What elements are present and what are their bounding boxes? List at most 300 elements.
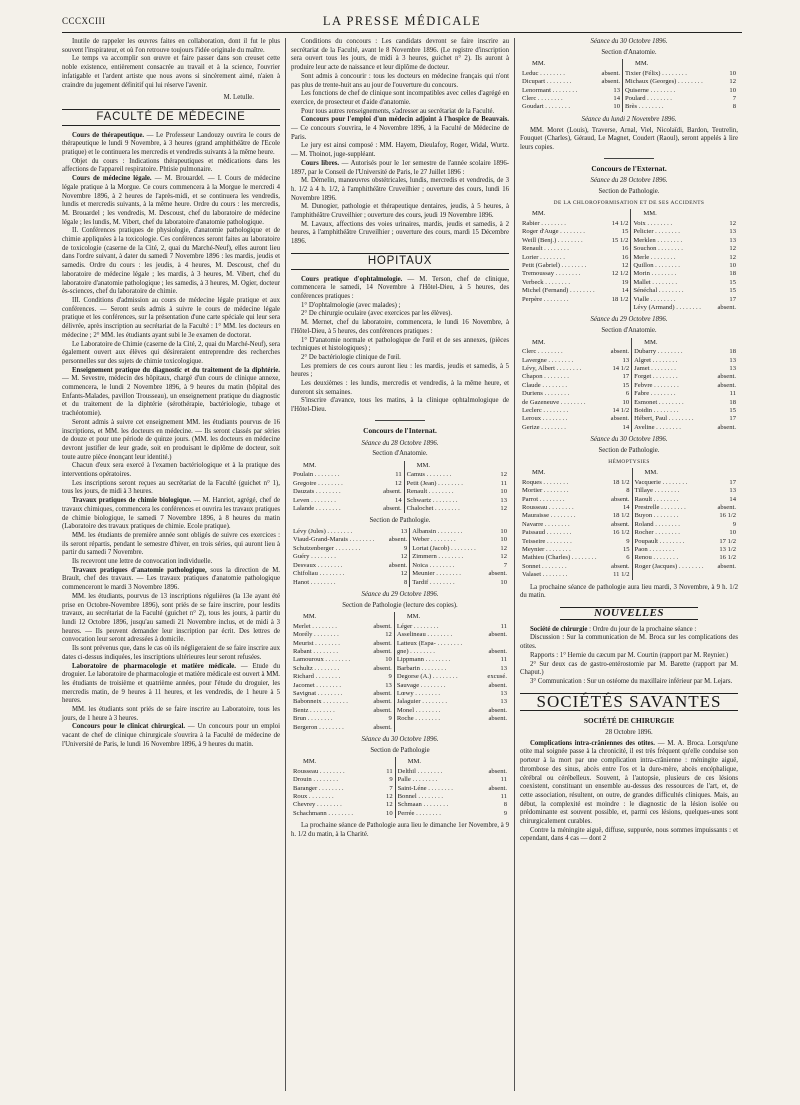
candidate-score: 17 <box>729 295 736 303</box>
article-paragraph <box>62 462 280 479</box>
candidate-name: Aveline . . . . . . . . <box>634 423 681 431</box>
article-paragraph <box>291 337 509 354</box>
article-paragraph <box>291 319 509 336</box>
candidate-name: de Gazeneuve . . . . . . . . <box>522 398 586 406</box>
table-row <box>291 673 509 681</box>
candidate-score: absent. <box>373 689 392 697</box>
candidate-name: Quiserne . . . . . . . . <box>625 86 676 94</box>
candidate-score: absent. <box>488 706 507 714</box>
candidate-score: 11 <box>386 767 393 775</box>
candidate-score: 12 <box>729 78 736 86</box>
candidate-score: absent. <box>601 78 621 86</box>
candidate-score: 8 <box>626 487 630 495</box>
table-row <box>520 546 738 554</box>
article-text: Chacun d'eux sera exercé à l'examen bactériologique et à la pratique des interventions opératoires. <box>62 462 280 479</box>
candidate-name: Asselineau . . . . . . . . <box>396 631 453 639</box>
candidate-name: Latteux (Espa- . . . . . . . . <box>396 639 463 647</box>
candidate-name: Gerize . . . . . . . . <box>522 423 566 431</box>
nouvelles-articles <box>520 626 738 687</box>
candidate-name: Bonnel . . . . . . . . <box>397 793 444 801</box>
section-name: Section de Pathologie (lecture des copies). <box>342 601 458 609</box>
candidate-name: Roques . . . . . . . . <box>522 478 569 486</box>
article-text: MM. les étudiants de première année sont obligés de suivre ces exercices : ils seront répartis, pendant le semestre d'hiver, en trois séries, qui auront lieu à partir du samedi 7 Novembre. <box>62 531 280 557</box>
candidate-score: 11 <box>729 390 736 398</box>
article-paragraph <box>291 108 509 117</box>
candidate-name: Petit (Gabriel) . . . . . . . . <box>522 261 587 269</box>
article-text: Les premiers de ces cours auront lieu : les mardis, jeudis et samedis, à 5 heures ; <box>291 362 509 379</box>
candidate-name: Roger d'Auge . . . . . . . . <box>522 228 585 236</box>
candidate-name: Merlet . . . . . . . . <box>293 622 337 630</box>
table-row <box>520 407 738 415</box>
candidate-score: 14 <box>622 423 630 431</box>
article-paragraph <box>520 652 738 661</box>
candidate-name: Perpère . . . . . . . . <box>522 295 569 303</box>
article-text: M. Démelin, manœuvres obstétricales, lundis, mercredis et vendredis, de 3 h. 1/2 à 4 h. 1/2, à l'amphithéâtre Cruveilhier ; ouverture des cours, lundi 16 Novembre 1896. <box>291 177 509 202</box>
candidate-score: absent. <box>373 647 392 655</box>
candidate-score: 9 <box>732 520 736 528</box>
table-row <box>520 296 738 304</box>
candidate-score: 13 1/2 <box>719 545 736 553</box>
article-heading: Enseignement pratique du diagnostic et du traitement de la diphtérie. <box>72 366 280 374</box>
candidate-score: absent. <box>388 561 408 569</box>
candidate-name: Albansin . . . . . . . . <box>412 528 463 536</box>
candidate-name: Merklen . . . . . . . . <box>633 236 683 244</box>
candidate-name: Michaux (Georges) . . . . . . . . <box>625 78 703 86</box>
article-paragraph <box>62 645 280 662</box>
candidate-score: 18 1/2 <box>612 478 630 486</box>
candidate-score: 10 <box>500 488 507 496</box>
candidate-name: Palle . . . . . . . . <box>397 776 438 784</box>
article-paragraph <box>62 663 280 707</box>
seance-date: Séance du 28 Octobre 1896. <box>590 177 668 185</box>
candidate-name: Savignat . . . . . . . . <box>293 689 343 697</box>
results-table <box>291 528 509 587</box>
faculte-articles-cont <box>291 38 509 247</box>
candidate-name: Baranger . . . . . . . . <box>293 784 344 792</box>
article-text: — Autorisés pour le 1er semestre de l'année scolaire 1896-1897, par le Conseil de l'Université de Paris, le 27 Juillet 1896 : <box>291 159 510 176</box>
candidate-score: 16 1/2 <box>719 554 736 562</box>
journal-title: LA PRESSE MÉDICALE <box>322 13 482 28</box>
candidate-name: Guéry . . . . . . . . <box>293 553 336 561</box>
candidate-score: 18 1/2 <box>612 512 630 520</box>
mm-label: MM. <box>644 338 658 346</box>
section-title-societes: SOCIÉTÉS SAVANTES <box>520 693 738 712</box>
candidate-score <box>480 640 509 648</box>
candidate-score: 18 <box>729 348 736 356</box>
candidate-score: absent. <box>610 348 630 356</box>
mm-label: MM. <box>303 461 317 469</box>
candidate-name <box>395 724 480 732</box>
section-title-nouvelles: NOUVELLES <box>560 607 698 620</box>
article-text: — M. A. Broca. Lorsqu'une otite mal soignée passe à la chronicité, il est très fréquent qu'elle conduise son porteur à la mort par une complication intra-crânienne : méningite aiguë, thrombose des sinus, abcès entre l'os et la dure-mère, abcès encéphalique, cérébral ou cérébelleux. Souvent, à l'autopsie, plusieurs de ces lésions coexistent, constituant un ensemble au-dessus des ressources de l'art, et, de cette association, résultent, on outre, de grandes difficultés cliniques. Mais, au début, la complexité est moindre : le diagnostic de la lésion isolée ou prédominante est souvent possible, et, parmi ces lésions, quelques-unes sont chirurgicalement curables. <box>520 739 738 826</box>
divider <box>604 158 654 159</box>
table-row <box>291 801 509 809</box>
candidate-score: absent. <box>601 69 621 77</box>
table-row <box>520 512 738 520</box>
mm-label: MM. <box>416 461 431 469</box>
candidate-name: Brun . . . . . . . . <box>293 715 333 723</box>
article-heading: Cours pratique d'ophtalmologie. <box>301 275 403 283</box>
candidate-score: 13 <box>729 364 736 372</box>
article-paragraph <box>291 363 509 380</box>
candidate-name: Chapon . . . . . . . . <box>522 373 569 381</box>
candidate-score: 9 <box>388 715 392 723</box>
candidate-score: 9 <box>403 544 408 552</box>
candidate-score: 9 <box>388 673 392 681</box>
candidate-name: Poulain . . . . . . . . <box>293 471 340 479</box>
candidate-name: Desvaux . . . . . . . . <box>293 561 343 569</box>
seance-date: Séance du 29 Octobre 1896. <box>361 590 439 598</box>
article-paragraph <box>520 626 738 635</box>
candidate-score: 17 <box>622 373 630 381</box>
article-paragraph <box>62 593 280 645</box>
candidate-score: 12 <box>500 504 507 512</box>
candidate-score: absent. <box>610 415 630 423</box>
candidate-score: 18 1/2 <box>611 295 629 303</box>
candidate-score: 10 <box>729 261 736 269</box>
candidate-score: 9 <box>389 776 393 784</box>
candidate-name: gne) . . . . . . . . <box>396 647 435 655</box>
article-paragraph <box>62 532 280 558</box>
table-row <box>520 504 738 512</box>
candidate-score: 13 <box>400 528 408 536</box>
table-row <box>291 528 509 536</box>
section-name: Section de Pathologie. <box>598 446 660 454</box>
article-paragraph <box>62 723 280 749</box>
candidate-score: 12 <box>386 801 393 809</box>
table-row <box>520 287 738 295</box>
column-divider <box>514 38 515 1091</box>
externat-title: Concours de l'Externat. <box>591 163 667 173</box>
candidate-name: Souchon . . . . . . . . <box>633 245 683 253</box>
table-row <box>291 505 509 513</box>
candidate-score: 11 <box>500 656 507 664</box>
table-row <box>520 571 738 579</box>
candidate-name: Boidin . . . . . . . . <box>634 407 679 414</box>
candidate-name: Renault . . . . . . . . <box>522 245 569 253</box>
candidate-score: 17 <box>729 415 736 423</box>
section-name: Section de Pathologie. <box>369 517 431 525</box>
article-paragraph <box>291 177 509 203</box>
seance-date: Séance du lundi 2 Novembre 1896. <box>581 115 677 123</box>
candidate-score: 12 <box>400 553 408 561</box>
article-paragraph <box>520 634 738 651</box>
candidate-score: 19 <box>621 278 629 286</box>
candidate-score: absent. <box>611 562 630 570</box>
closing-note: La prochaine séance de pathologie aura lieu mardi, 3 Novembre, à 9 h. 1/2 du matin. <box>520 583 738 600</box>
candidate-name: Leroux . . . . . . . . <box>522 415 568 423</box>
table-row <box>291 562 509 570</box>
candidate-name: Roger (Jacques) . . . . . . . . <box>634 562 704 570</box>
candidate-name: Mortier . . . . . . . . <box>522 487 569 495</box>
candidate-score: 13 <box>729 236 736 244</box>
candidate-score: absent. <box>717 562 736 570</box>
candidate-score: 13 <box>500 664 507 672</box>
candidate-name: Lœwy . . . . . . . . <box>396 689 441 697</box>
candidate-name: Prestrelle . . . . . . . . <box>634 503 686 511</box>
mm-label: MM. <box>532 210 546 218</box>
candidate-score: 10 <box>386 809 393 817</box>
candidate-score: absent. <box>488 681 507 689</box>
candidate-score: 10 <box>729 529 736 537</box>
candidate-score <box>607 304 631 312</box>
candidate-score: 14 1/2 <box>611 219 629 227</box>
article-text: — M. Hanriot, agrégé, chef de travaux chimiques, commencera les conférences et ouvrira les travaux pratiques de chimie biologique, le samedi 7 Novembre 1896, à 8 heures du matin (Laboratoire des travaux pratiques de chimie. Ecole pratique). <box>62 497 280 531</box>
article-text: II. Conférences pratiques de physiologie, d'anatomie pathologique et de chimie appliquées à la toxicologie. Ces conférences seront faites au laboratoire de toxicologie (caserne de la Cité, 2, quai du Marché-Neuf), elles auront lieu dans l'ordre suivant, à dater du samedi 7 Novembre 1896 : les mardis, jeudis et samedis. Ordre du cours : les jeudis, à 4 heures, M. Descoust, chef du laboratoire de médecine légale ; les mardis, à 3 heures, M. Vibert, chef du laboratoire d'anatomie pathologique ; les samedis, à 3 heures, M. Ogier, docteur ès-sciences, chef du laboratoire de chimie. <box>62 227 280 296</box>
candidate-name: Leclerc . . . . . . . . <box>522 407 569 414</box>
signature: M. Letulle. <box>223 94 254 102</box>
table-row <box>291 768 509 776</box>
candidate-score: absent. <box>388 536 408 544</box>
candidate-name: Fabre . . . . . . . . <box>634 390 676 398</box>
candidate-score: 16 <box>621 253 629 261</box>
candidate-name: Monel . . . . . . . . <box>396 706 441 714</box>
candidate-score: absent. <box>373 664 392 672</box>
candidate-name: Sauvage . . . . . . . . <box>396 681 446 689</box>
article-text: 1° D'ophtalmologie (avec malades) ; <box>301 301 401 309</box>
candidate-name: Pelicier . . . . . . . . <box>633 228 680 236</box>
article-paragraph <box>62 497 280 532</box>
candidate-name: Esmonet . . . . . . . . <box>634 398 684 406</box>
candidate-score: 7 <box>389 784 393 792</box>
article-text: Seront admis à suivre cet enseignement MM. les étudiants pourvus de 16 inscriptions, et MM. les docteurs en médecine. — Ils seront classés par séries de douze et pour une période de quinze jours. (MM. les docteurs en médecine devront justifier de leur grade, soit en produisant le diplôme de docteur, soit toute autre pièce énonçant leur identité.) <box>62 418 280 461</box>
candidate-score: 14 <box>621 287 629 295</box>
candidate-score: 16 <box>621 245 629 253</box>
article-paragraph <box>291 276 509 302</box>
candidate-name: Paissaud . . . . . . . . <box>522 529 572 537</box>
table-row <box>291 640 509 648</box>
candidate-score: 10 <box>729 69 736 77</box>
mm-label: MM. <box>407 758 421 766</box>
candidate-score: absent. <box>373 622 392 630</box>
table-row <box>520 220 738 228</box>
candidate-name: Poupault . . . . . . . . <box>634 537 685 545</box>
candidate-score: 12 <box>621 261 629 269</box>
table-row <box>291 648 509 656</box>
candidate-score: 11 <box>500 622 507 630</box>
candidate-name: Saint-Léne . . . . . . . . <box>397 784 453 792</box>
candidate-score: absent. <box>488 647 507 655</box>
mm-label: MM. <box>643 210 657 218</box>
candidate-name: Meunier . . . . . . . . <box>412 570 461 578</box>
seance-date: Séance du 29 Octobre 1896. <box>590 316 668 324</box>
article-paragraph <box>62 367 280 419</box>
mm-label: MM. <box>644 469 658 477</box>
candidate-name: Rousseau . . . . . . . . <box>522 503 574 511</box>
candidate-score: 15 <box>622 545 630 553</box>
table-row <box>291 480 509 488</box>
candidate-name: Roche . . . . . . . . <box>396 715 441 723</box>
article-paragraph <box>291 38 509 73</box>
article-paragraph <box>291 116 509 142</box>
article-paragraph <box>62 419 280 463</box>
candidate-name: Vacquerie . . . . . . . . <box>634 478 688 486</box>
table-row <box>291 656 509 664</box>
table-row <box>291 665 509 673</box>
candidate-name: Morin . . . . . . . . <box>633 270 677 278</box>
candidate-score: 9 <box>503 809 507 817</box>
article-text: — M. Terson, chef de clinique, commencera le samedi, 14 Novembre à l'Hôtel-Dieu, à 5 heures, des conférences pratiques : <box>291 275 509 300</box>
candidate-score: 11 <box>500 793 507 801</box>
table-row <box>520 365 738 373</box>
table-row <box>520 103 738 111</box>
article-paragraph <box>62 297 280 341</box>
candidate-name: Babonneix . . . . . . . . <box>293 698 348 706</box>
table-row <box>291 810 509 818</box>
candidate-score: 13 <box>500 689 507 697</box>
candidate-score: 13 <box>729 228 736 236</box>
article-text: 2° De bactériologie clinique de l'œil. <box>301 353 401 361</box>
article-text: Les deuxièmes : les lundis, mercredis et vendredis, à la même heure, et dureront six semaines. <box>291 380 509 396</box>
article-paragraph <box>291 203 509 220</box>
subject-label: HÉMOPTYSIES <box>608 458 650 465</box>
table-row <box>291 536 509 544</box>
candidate-score: 12 <box>729 253 736 261</box>
results-table <box>291 612 509 732</box>
section-name: Section d'Anatomie. <box>601 48 657 56</box>
candidate-score: 7 <box>503 561 507 569</box>
candidate-score: absent. <box>488 631 507 639</box>
table-row <box>520 538 738 546</box>
candidate-score: absent. <box>717 373 736 381</box>
article-paragraph <box>520 827 738 844</box>
candidate-name: Raoult . . . . . . . . <box>634 495 679 503</box>
candidate-name: Vialle . . . . . . . . <box>633 295 676 303</box>
table-row <box>291 471 509 479</box>
article-heading: Société de chirurgie <box>530 625 588 633</box>
table-row <box>291 579 509 587</box>
mm-label: MM. <box>532 338 546 346</box>
candidate-score: 18 <box>729 270 736 278</box>
candidate-name: Camus . . . . . . . . <box>406 471 452 479</box>
article-paragraph <box>62 567 280 593</box>
table-row <box>291 545 509 553</box>
candidate-score: 14 <box>613 95 621 103</box>
article-text: Conditions du concours : Les candidats devront se faire inscrire au secrétariat de la Faculté, avant le 8 Novembre 1896. (Le registre d'inscription sera ouvert tous les jours, de midi à 3 heures, guichet n° 2). Ils auront à produire leur acte de naissance et leur diplôme de docteur. <box>291 38 509 72</box>
candidate-score: absent. <box>488 784 507 792</box>
column-3 <box>520 38 738 844</box>
candidate-name: Parrot . . . . . . . . <box>522 495 565 503</box>
candidate-score: absent. <box>611 520 630 528</box>
article-text: 2° Sur deux cas de gastro-entérostomie par M. Barette (rapport par M. Chaput.) <box>520 660 738 677</box>
candidate-name: Clerc . . . . . . . . <box>522 348 563 356</box>
candidate-score: 12 <box>500 544 507 552</box>
candidate-score: 13 <box>613 86 621 94</box>
candidate-name: Forget . . . . . . . . <box>634 373 678 381</box>
candidate-name: Mallet . . . . . . . . <box>633 278 677 286</box>
candidate-score: absent. <box>373 698 392 706</box>
candidate-name: Lalande . . . . . . . . <box>293 504 341 512</box>
article-text: — Ce concours s'ouvrira, le 4 Novembre 1896, à la Faculté de Médecine de Paris. <box>291 125 509 141</box>
candidate-name: Teisseire . . . . . . . . <box>522 537 572 545</box>
candidate-name: Degorse (A.) . . . . . . . . <box>396 673 458 681</box>
page-header <box>62 10 742 33</box>
candidate-name: Jamet . . . . . . . . <box>634 364 676 372</box>
candidate-name: Roux . . . . . . . . <box>293 793 334 801</box>
article-paragraph <box>291 302 509 311</box>
candidate-score: 17 1/2 <box>719 537 736 545</box>
article-heading: Concours pour l'emploi d'un médecin adjoint à l'hospice de Beauvais. <box>301 116 509 124</box>
candidate-score: 6 <box>626 554 630 562</box>
candidate-score: absent. <box>611 495 630 503</box>
candidate-name: Hébert, Paul . . . . . . . . <box>634 415 694 423</box>
candidate-name: Schutzenberger . . . . . . . . <box>293 544 361 552</box>
candidate-score: 14 1/2 <box>612 407 630 414</box>
table-row <box>520 424 738 432</box>
candidate-name: Sénéchal . . . . . . . . <box>633 287 684 295</box>
table-row <box>520 373 738 381</box>
candidate-name <box>633 571 714 579</box>
candidate-score: absent. <box>373 706 392 714</box>
internat-title: Concours de l'Internat. <box>363 425 437 435</box>
candidate-name: Clerc . . . . . . . . <box>522 95 563 103</box>
candidate-name: Leven . . . . . . . . <box>293 496 336 504</box>
candidate-name: Schmaan . . . . . . . . <box>397 801 449 809</box>
candidate-name: Meynier . . . . . . . . <box>522 545 571 553</box>
table-row <box>520 563 738 571</box>
section-title-hopitaux: HOPITAUX <box>291 253 509 270</box>
results-table <box>520 59 738 111</box>
candidate-name: Chalochet . . . . . . . . <box>406 504 460 512</box>
article-text: M. Mernet, chef du laboratoire, commencera, le lundi 16 Novembre, à l'Hôtel-Dieu, à 5 heures, des conférences pratiques : <box>291 319 509 335</box>
table-row <box>520 348 738 356</box>
candidate-name: Chevrey . . . . . . . . <box>293 801 342 809</box>
results-table <box>291 757 509 818</box>
candidate-name: Tremoussay . . . . . . . . <box>522 270 581 278</box>
candidate-name: Noica . . . . . . . . <box>412 561 455 569</box>
candidate-name: Jalaguier . . . . . . . . <box>396 698 447 706</box>
table-row <box>520 415 738 423</box>
article-text: M. Dunogier, pathologie et thérapeutique dentaires, jeudis, à 5 heures, à l'amphithéâtre Cruveilhier ; ouverture des cours, jeudi 19 Novembre 1896. <box>291 203 509 220</box>
article-paragraph <box>62 480 280 497</box>
article-heading: Cours libres. <box>301 159 340 167</box>
table-row <box>520 487 738 495</box>
candidate-name: Perrée . . . . . . . . <box>397 809 441 817</box>
candidate-name: Poulard . . . . . . . . <box>625 95 672 103</box>
candidate-name: Renault . . . . . . . . <box>406 488 454 496</box>
article-heading: Travaux pratiques de chimie biologique. <box>72 497 192 505</box>
article-paragraph <box>291 73 509 90</box>
table-row <box>291 776 509 784</box>
candidate-score: 13 <box>500 496 507 504</box>
candidate-score: 13 <box>622 356 630 364</box>
candidate-name: Sonnet . . . . . . . . <box>522 562 567 570</box>
article-heading: Laboratoire de pharmacologie et matière médicale. <box>72 662 236 670</box>
candidate-name: Valaset . . . . . . . . <box>522 571 568 579</box>
candidate-score: 16 1/2 <box>612 529 630 537</box>
table-row <box>291 631 509 639</box>
candidate-score: 12 <box>729 245 736 253</box>
candidate-name: Tillaye . . . . . . . . <box>634 487 680 495</box>
candidate-name: Tardif . . . . . . . . <box>412 578 455 586</box>
article-paragraph <box>291 90 509 107</box>
candidate-score: 13 <box>729 356 736 364</box>
candidate-name: Zimmern . . . . . . . . <box>412 553 464 561</box>
candidate-score: 15 1/2 <box>611 236 629 244</box>
candidate-score: 14 <box>395 496 402 504</box>
article-text: MM. les étudiants sont priés de se faire inscrire au Laboratoire, tous les jours, de 1 heure à 3 heures. <box>62 706 280 722</box>
intro-paragraph: Le temps va accomplir son œuvre et faire passer dans son creuset cette noble existence, entièrement consacrée au travail et à la science, l'ouvrier infatigable et l'ardent artiste que nous avons si sincèrement aimé, n'aien à craindre du jugement définitif qui lui réserve l'avenir. <box>62 55 280 89</box>
article-text: Le Laboratoire de Chimie (caserne de la Cité, 2, quai du Marché-Neuf), sera également ouvert aux élèves qui désireraient entreprendre des recherches personnelles sur des sujets de chimie toxicologique. <box>62 340 280 365</box>
candidate-name: Lenormant . . . . . . . . <box>522 86 578 94</box>
article-text: : Ordre du jour de la prochaine séance : <box>587 625 697 633</box>
candidate-name: Morély . . . . . . . . <box>293 631 339 639</box>
article-text: Objet du cours : Indications thérapeutiques et médications dans les affections de l'appareil respiratoire. Phtisie pulmonaire. <box>62 157 280 174</box>
table-row <box>520 70 738 78</box>
article-text: — M. Brouardel. — I. Cours de médecine légale pratique à la Morgue. Ce cours commencera à la Morgue le mercredi 4 Novembre 1896, à 2 heures de l'après-midi, et se continuera les vendredis, lundis et mercredis suivants, à la même heure. Ordre du cours : les mercredis, M. Brouardel ; les vendredis, M. Descoust, chef du laboratoire de médecine légale ; les lundis, M. Vibert, chef du laboratoire d'anatomie pathologique. <box>62 175 280 226</box>
candidate-score: absent. <box>383 488 402 496</box>
article-paragraph <box>291 397 509 414</box>
